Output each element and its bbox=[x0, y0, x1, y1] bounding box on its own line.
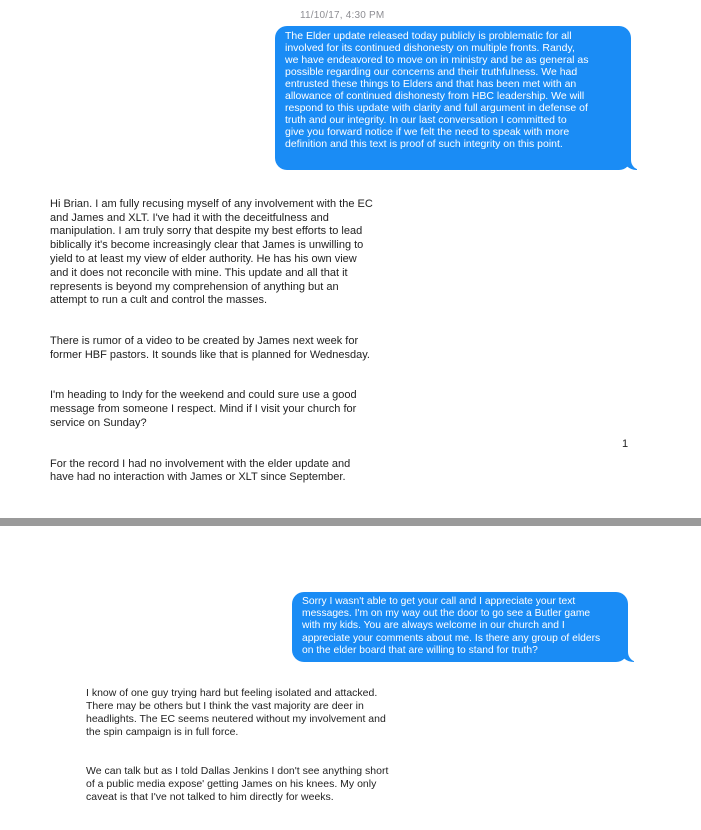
message-timestamp: 11/10/17, 4:30 PM bbox=[300, 10, 385, 21]
received-paragraph: Hi Brian. I am fully recusing myself of any involvement with the EC and James and XLT. I've had it with the deceitfulness and manipulation. I am truly sorry that despite my best efforts to lead biblically it's become increasingly clear that James is unwilling to yield to at least my view of elder authority. He has his own view and it does not reconcile with mine. This update and all that it represents is beyond my comprehension of anything but an attempt to run a cult and control the masses. bbox=[50, 197, 373, 307]
received-message bbox=[50, 184, 450, 512]
received-paragraph: We can talk but as I told Dallas Jenkins I don't see anything short of a public media expose' getting James on his knees. My only caveat is that I've not talked to him directly for weeks. bbox=[86, 765, 389, 803]
received-paragraph: I'm heading to Indy for the weekend and could sure use a good message from someone I respect. Mind if I visit your church for service on Sunday? bbox=[50, 389, 357, 429]
screenshot-page-2 bbox=[0, 526, 701, 803]
received-paragraph: There is rumor of a video to be created by James next week for former HBF pastors. It sounds like that is planned for Wednesday. bbox=[50, 334, 370, 361]
received-paragraph: I know of one guy trying hard but feeling isolated and attacked. There may be others but I think the vast majority are deer in headlights. The EC seems neutered without my involvement and the spin campaign is in full force. bbox=[86, 687, 386, 738]
sent-message-bubble[interactable] bbox=[275, 26, 631, 170]
page-number: 1 bbox=[622, 438, 629, 450]
page-divider bbox=[0, 518, 701, 526]
sent-message-text: Sorry I wasn't able to get your call and I appreciate your text messages. I'm on my way out the door to go see a Butler game with my kids. You are always welcome in our church and I appreciate your comments about me. Is there any group of elders on the elder board that are willing to stand for truth? bbox=[302, 596, 601, 656]
sent-message-bubble[interactable] bbox=[292, 592, 628, 662]
received-message bbox=[86, 674, 426, 830]
received-paragraph: For the record I had no involvement with the elder update and have had no interaction with James or XLT since September. bbox=[50, 457, 351, 484]
sent-message-text: The Elder update released today publicly is problematic for all involved for its continued dishonesty on multiple fronts. Randy, we have endeavored to move on in ministry and be as general as possible regarding our concerns and their truthfulness. We had entrusted these things to Elders and that has been met with an allowance of continued dishonesty from HBC leadership. We will respond to this update with clarity and full argument in defense of truth and our integrity. In our last conversation I committed to give you forward notice if we felt the need to speak with more definition and this text is proof of such integrity on this point. bbox=[285, 30, 589, 150]
